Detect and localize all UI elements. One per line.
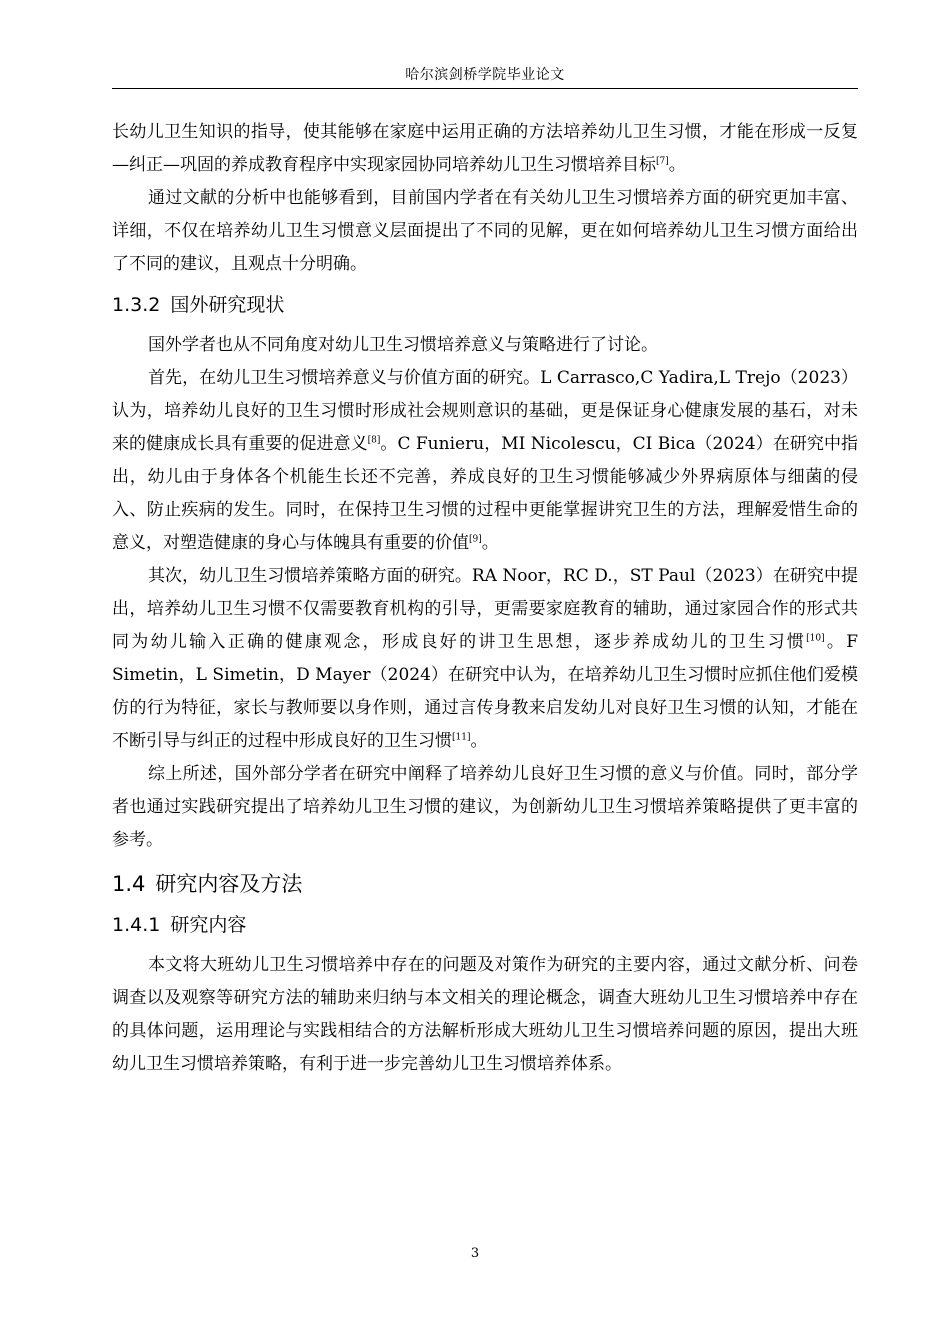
section-heading-1-3-2 — [112, 289, 858, 321]
document-body — [112, 116, 858, 1081]
paragraph-text: 。 — [668, 155, 686, 175]
paragraph-text: 。 — [481, 533, 499, 553]
page-header: 哈尔滨剑桥学院毕业论文 — [405, 67, 565, 83]
page-number: 3 — [470, 1246, 480, 1261]
paragraph-text: 。C Funieru，MI Nicolescu，CI Bica（2024）在研究中指出，幼儿由于身体各个机能生长还不完善，养成良好的卫生习惯能够减少外界病原体与细菌的侵入、防止疾病的发生。同时，在保持卫生习惯的过程中更能掌握讲究卫生的方法，理解爱惜生命的意义，对塑造健康的身心与体魄具有重要的价值 — [112, 434, 858, 553]
header-rule — [112, 88, 858, 89]
citation-7: [7] — [656, 156, 669, 167]
paragraph-text: 。 — [470, 731, 488, 751]
section-title: 国外研究现状 — [170, 294, 285, 316]
section-number: 1.3.2 — [112, 294, 161, 316]
paragraph-research-content: 本文将大班幼儿卫生习惯培养中存在的问题及对策作为研究的主要内容，通过文献分析、问卷调查以及观察等研究方法的辅助来归纳与本文相关的理论概念，调查大班幼儿卫生习惯培养中存在的具体问题，运用理论与实践相结合的方法解析形成大班幼儿卫生习惯培养问题的原因，提出大班幼儿卫生习惯培养策略，有利于进一步完善幼儿卫生习惯培养体系。 — [112, 955, 858, 1074]
paragraph-strategies — [112, 560, 858, 758]
section-title: 研究内容 — [170, 914, 247, 936]
paragraph-foreign-intro: 国外学者也从不同角度对幼儿卫生习惯培养意义与策略进行了讨论。 — [148, 335, 658, 355]
section-title: 研究内容及方法 — [155, 872, 303, 896]
citation-8: [8] — [367, 435, 381, 446]
section-number: 1.4 — [112, 872, 146, 896]
paragraph-text: 。F Simetin，L Simetin，D Mayer（2024）在研究中认为，在培养幼儿卫生习惯时应抓住他们爱模仿的行为特征，家长与教师要以身作则，通过言传身教来启发幼儿对良好卫生习惯的认知，才能在不断引导与纠正的过程中形成良好的卫生习惯 — [112, 632, 859, 751]
section-number: 1.4.1 — [112, 914, 161, 936]
paragraph-foreign-summary: 综上所述，国外部分学者在研究中阐释了培养幼儿良好卫生习惯的意义与价值。同时，部分学者也通过实践研究提出了培养幼儿卫生习惯的建议，为创新幼儿卫生习惯培养策略提供了更丰富的参考。 — [112, 764, 858, 850]
section-heading-1-4-1 — [112, 909, 858, 941]
citation-11: [11] — [452, 732, 471, 743]
paragraph-text: 其次，幼儿卫生习惯培养策略方面的研究。RA Noor，RC D.，ST Paul（2023）在研究中提出，培养幼儿卫生习惯不仅需要教育机构的引导，更需要家庭教育的辅助，通过家园合作的形式共同为幼儿输入正确的健康观念，形成良好的讲卫生思想，逐步养成幼儿的卫生习惯 — [112, 566, 858, 652]
citation-10: [10] — [806, 633, 825, 644]
paragraph-continuation — [112, 116, 858, 182]
paragraph-text: 首先，在幼儿卫生习惯培养意义与价值方面的研究。L Carrasco,C Yadira,L Trejo（2023）认为，培养幼儿良好的卫生习惯时形成社会规则意识的基础，更是保证身心健康发展的基石，对未来的健康成长具有重要的促进意义 — [112, 368, 858, 454]
section-heading-1-4 — [112, 867, 858, 901]
paragraph-text: 长幼儿卫生知识的指导，使其能够在家庭中运用正确的方法培养幼儿卫生习惯，才能在形成一反复—纠正—巩固的养成教育程序中实现家园协同培养幼儿卫生习惯培养目标 — [112, 122, 858, 175]
citation-9: [9] — [469, 534, 482, 545]
paragraph-domestic-summary: 通过文献的分析中也能够看到，目前国内学者在有关幼儿卫生习惯培养方面的研究更加丰富、详细，不仅在培养幼儿卫生习惯意义层面提出了不同的见解，更在如何培养幼儿卫生习惯方面给出了不同的建议，且观点十分明确。 — [112, 188, 858, 274]
paragraph-significance — [112, 362, 858, 560]
